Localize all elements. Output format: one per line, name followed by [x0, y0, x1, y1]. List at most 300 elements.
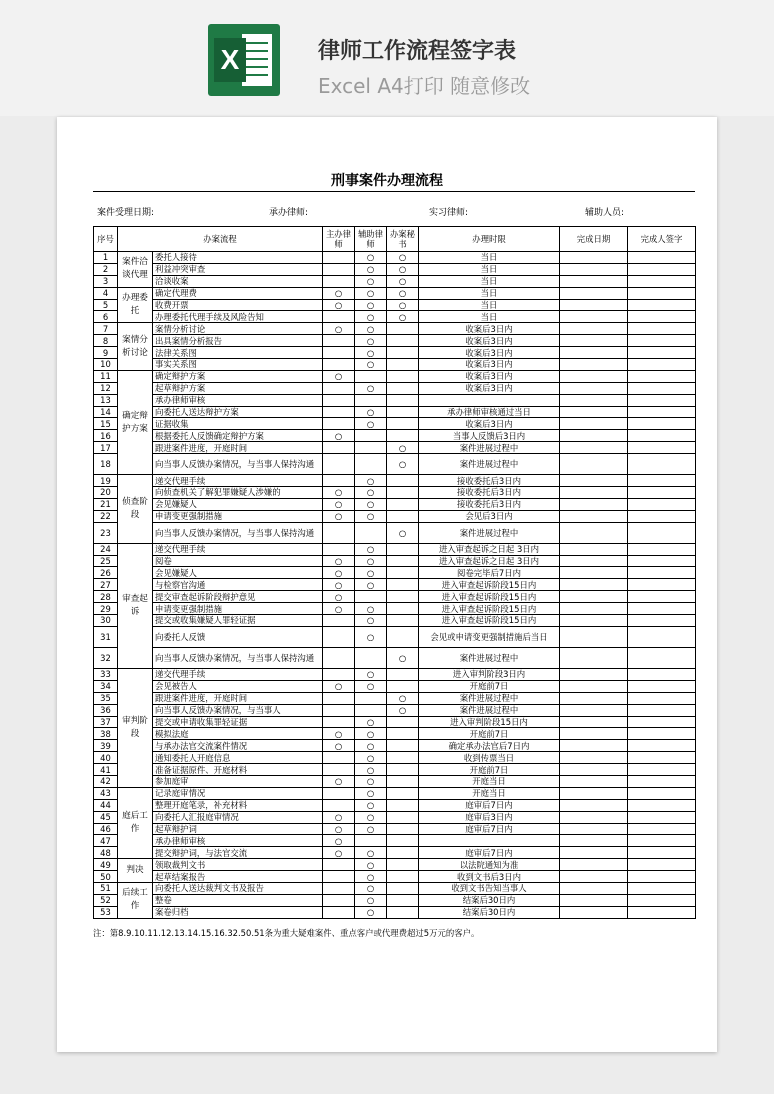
done-date-cell[interactable]: [560, 475, 628, 487]
signature-cell[interactable]: [628, 579, 696, 591]
row-number: 39: [94, 740, 118, 752]
row-number: 22: [94, 510, 118, 522]
time-limit-cell: 庭审后7日内: [419, 799, 560, 811]
signature-cell[interactable]: [628, 680, 696, 692]
stage-label: 后续工作: [118, 882, 153, 918]
secretary-mark: [387, 323, 419, 335]
secretary-mark: [387, 370, 419, 382]
done-date-cell[interactable]: [560, 487, 628, 499]
secretary-mark: [387, 906, 419, 918]
row-number: 2: [94, 263, 118, 275]
done-date-cell[interactable]: [560, 823, 628, 835]
row-number: 1: [94, 252, 118, 264]
task-cell: 案情分析讨论: [153, 323, 323, 335]
table-row: [94, 716, 696, 728]
secretary-mark: [387, 591, 419, 603]
done-date-cell[interactable]: [560, 543, 628, 555]
signature-cell[interactable]: [628, 859, 696, 871]
intern-label: 实习律师:: [429, 208, 469, 218]
signature-cell[interactable]: [628, 394, 696, 406]
banner-subtitle: Excel A4打印 随意修改: [318, 74, 531, 98]
time-limit-cell: 开庭前7日: [419, 764, 560, 776]
signature-cell[interactable]: [628, 906, 696, 918]
done-date-cell[interactable]: [560, 510, 628, 522]
table-row: [94, 475, 696, 487]
signature-cell[interactable]: [628, 626, 696, 647]
task-cell: 向侦查机关了解犯罪嫌疑人涉嫌的: [153, 487, 323, 499]
done-date-cell[interactable]: [560, 382, 628, 394]
table-row: [94, 626, 696, 647]
secretary-mark: [387, 740, 419, 752]
done-date-cell[interactable]: [560, 567, 628, 579]
signature-cell[interactable]: [628, 668, 696, 680]
assist-lawyer-mark: ○: [355, 382, 387, 394]
done-date-cell[interactable]: [560, 692, 628, 704]
lead-lawyer-mark: ○: [323, 603, 355, 615]
done-date-cell[interactable]: [560, 787, 628, 799]
time-limit-cell: 确定承办法官后7日内: [419, 740, 560, 752]
task-cell: 向委托人送达辩护方案: [153, 406, 323, 418]
signature-cell[interactable]: [628, 591, 696, 603]
stage-label: 庭后工作: [118, 787, 153, 858]
row-number: 53: [94, 906, 118, 918]
done-date-cell[interactable]: [560, 740, 628, 752]
assist-lawyer-mark: [355, 692, 387, 704]
done-date-cell[interactable]: [560, 811, 628, 823]
signature-cell[interactable]: [628, 692, 696, 704]
task-cell: 向当事人反馈办案情况，与当事人保持沟通: [153, 647, 323, 668]
signature-cell[interactable]: [628, 275, 696, 287]
assist-lawyer-mark: ○: [355, 275, 387, 287]
secretary-mark: [387, 882, 419, 894]
lead-lawyer-mark: [323, 752, 355, 764]
signature-cell[interactable]: [628, 382, 696, 394]
lead-lawyer-mark: [323, 442, 355, 454]
lead-lawyer-mark: [323, 882, 355, 894]
signature-cell[interactable]: [628, 871, 696, 883]
title-rule: [93, 191, 695, 192]
signature-cell[interactable]: [628, 787, 696, 799]
done-date-cell[interactable]: [560, 764, 628, 776]
row-number: 38: [94, 728, 118, 740]
done-date-cell[interactable]: [560, 498, 628, 510]
row-number: 35: [94, 692, 118, 704]
signature-cell[interactable]: [628, 882, 696, 894]
table-row: [94, 543, 696, 555]
done-date-cell[interactable]: [560, 263, 628, 275]
secretary-mark: [387, 894, 419, 906]
assist-lawyer-mark: ○: [355, 752, 387, 764]
table-row: [94, 811, 696, 823]
signature-cell[interactable]: [628, 894, 696, 906]
row-number: 47: [94, 835, 118, 847]
signature-cell[interactable]: [628, 475, 696, 487]
done-date-cell[interactable]: [560, 394, 628, 406]
table-row: [94, 579, 696, 591]
signature-cell[interactable]: [628, 615, 696, 627]
task-cell: 会见嫌疑人: [153, 567, 323, 579]
signature-cell[interactable]: [628, 430, 696, 442]
lead-lawyer-mark: [323, 716, 355, 728]
assistant-label: 辅助人员:: [585, 208, 625, 218]
row-number: 33: [94, 668, 118, 680]
stage-label: 侦查阶段: [118, 475, 153, 544]
done-date-cell[interactable]: [560, 418, 628, 430]
done-date-cell[interactable]: [560, 847, 628, 859]
time-limit-cell: 接收委托后3日内: [419, 498, 560, 510]
row-number: 14: [94, 406, 118, 418]
time-limit-cell: 进入审判阶段15日内: [419, 716, 560, 728]
assist-lawyer-mark: ○: [355, 787, 387, 799]
row-number: 10: [94, 359, 118, 371]
table-row: [94, 382, 696, 394]
signature-cell[interactable]: [628, 487, 696, 499]
signature-cell[interactable]: [628, 764, 696, 776]
task-cell: 向委托人汇报庭审情况: [153, 811, 323, 823]
task-cell: 出具案情分析报告: [153, 335, 323, 347]
signature-cell[interactable]: [628, 823, 696, 835]
done-date-cell[interactable]: [560, 603, 628, 615]
signature-cell[interactable]: [628, 287, 696, 299]
time-limit-cell: 当日: [419, 275, 560, 287]
task-cell: 洽谈收案: [153, 275, 323, 287]
table-row: [94, 335, 696, 347]
time-limit-cell: 接收委托后3日内: [419, 487, 560, 499]
row-number: 3: [94, 275, 118, 287]
stage-label: 审查起诉: [118, 543, 153, 668]
signature-cell[interactable]: [628, 522, 696, 543]
task-cell: 跟进案件进度，开庭时间: [153, 442, 323, 454]
table-row: [94, 775, 696, 787]
secretary-mark: ○: [387, 704, 419, 716]
col-assist-lawyer: 辅助律师: [355, 227, 387, 252]
assist-lawyer-mark: ○: [355, 740, 387, 752]
secretary-mark: [387, 787, 419, 799]
time-limit-cell: 开庭当日: [419, 775, 560, 787]
task-cell: 申请变更强制措施: [153, 510, 323, 522]
secretary-mark: ○: [387, 299, 419, 311]
lead-lawyer-mark: ○: [323, 510, 355, 522]
done-date-cell[interactable]: [560, 775, 628, 787]
table-row: [94, 740, 696, 752]
time-limit-cell: 案件进展过程中: [419, 454, 560, 475]
secretary-mark: [387, 567, 419, 579]
task-cell: 确定辩护方案: [153, 370, 323, 382]
time-limit-cell: 会见后3日内: [419, 510, 560, 522]
done-date-cell[interactable]: [560, 287, 628, 299]
secretary-mark: [387, 859, 419, 871]
lead-lawyer-mark: [323, 418, 355, 430]
done-date-cell[interactable]: [560, 615, 628, 627]
time-limit-cell: 进入审查起诉阶段15日内: [419, 615, 560, 627]
stage-label: 判决: [118, 859, 153, 883]
done-date-cell[interactable]: [560, 252, 628, 264]
assist-lawyer-mark: ○: [355, 603, 387, 615]
row-number: 9: [94, 347, 118, 359]
secretary-mark: [387, 579, 419, 591]
lead-lawyer-mark: [323, 894, 355, 906]
lead-lawyer-mark: ○: [323, 811, 355, 823]
signature-cell[interactable]: [628, 847, 696, 859]
secretary-mark: ○: [387, 263, 419, 275]
task-cell: 起草结案报告: [153, 871, 323, 883]
time-limit-cell: 庭审后7日内: [419, 823, 560, 835]
time-limit-cell: 收案后3日内: [419, 382, 560, 394]
task-cell: 办理委托代理手续及风险告知: [153, 311, 323, 323]
signature-cell[interactable]: [628, 647, 696, 668]
assist-lawyer-mark: ○: [355, 543, 387, 555]
table-row: [94, 823, 696, 835]
done-date-cell[interactable]: [560, 668, 628, 680]
time-limit-cell: 当事人反馈后3日内: [419, 430, 560, 442]
task-cell: 会见嫌疑人: [153, 498, 323, 510]
row-number: 48: [94, 847, 118, 859]
table-row: [94, 347, 696, 359]
signature-cell[interactable]: [628, 454, 696, 475]
time-limit-cell: 进入审查起诉阶段15日内: [419, 603, 560, 615]
lead-lawyer-mark: ○: [323, 740, 355, 752]
lead-lawyer-mark: [323, 522, 355, 543]
signature-cell[interactable]: [628, 252, 696, 264]
assist-lawyer-mark: ○: [355, 882, 387, 894]
signature-cell[interactable]: [628, 567, 696, 579]
row-number: 31: [94, 626, 118, 647]
task-cell: 委托人接待: [153, 252, 323, 264]
done-date-cell[interactable]: [560, 406, 628, 418]
signature-cell[interactable]: [628, 728, 696, 740]
signature-cell[interactable]: [628, 263, 696, 275]
assist-lawyer-mark: ○: [355, 311, 387, 323]
signature-cell[interactable]: [628, 510, 696, 522]
signature-cell[interactable]: [628, 704, 696, 716]
time-limit-cell: 进入审判阶段3日内: [419, 668, 560, 680]
banner-header: [0, 0, 774, 116]
lead-lawyer-mark: [323, 859, 355, 871]
secretary-mark: ○: [387, 454, 419, 475]
row-number: 51: [94, 882, 118, 894]
secretary-mark: [387, 799, 419, 811]
lead-lawyer-mark: ○: [323, 370, 355, 382]
table-body: [94, 252, 696, 919]
signature-cell[interactable]: [628, 835, 696, 847]
assist-lawyer-mark: ○: [355, 406, 387, 418]
sheet-graphic: [242, 34, 272, 86]
assist-lawyer-mark: ○: [355, 418, 387, 430]
table-row: [94, 835, 696, 847]
lead-lawyer-mark: ○: [323, 847, 355, 859]
signature-cell[interactable]: [628, 543, 696, 555]
table-row: [94, 442, 696, 454]
task-cell: 整卷: [153, 894, 323, 906]
secretary-mark: [387, 406, 419, 418]
secretary-mark: ○: [387, 522, 419, 543]
assist-lawyer-mark: ○: [355, 347, 387, 359]
done-date-cell[interactable]: [560, 430, 628, 442]
signature-cell[interactable]: [628, 716, 696, 728]
lead-lawyer-mark: [323, 668, 355, 680]
signature-cell[interactable]: [628, 359, 696, 371]
done-date-cell[interactable]: [560, 882, 628, 894]
done-date-cell[interactable]: [560, 522, 628, 543]
done-date-cell[interactable]: [560, 835, 628, 847]
task-cell: 申请变更强制措施: [153, 603, 323, 615]
done-date-cell[interactable]: [560, 704, 628, 716]
document-title: 刑事案件办理流程: [331, 173, 443, 189]
done-date-cell[interactable]: [560, 752, 628, 764]
signature-cell[interactable]: [628, 442, 696, 454]
done-date-cell[interactable]: [560, 555, 628, 567]
time-limit-cell: 进入审查起诉之日起 3日内: [419, 543, 560, 555]
assist-lawyer-mark: [355, 454, 387, 475]
table-row: [94, 370, 696, 382]
secretary-mark: [387, 680, 419, 692]
task-cell: 案卷归档: [153, 906, 323, 918]
row-number: 50: [94, 871, 118, 883]
table-row: [94, 668, 696, 680]
signature-cell[interactable]: [628, 799, 696, 811]
signature-cell[interactable]: [628, 603, 696, 615]
signature-cell[interactable]: [628, 775, 696, 787]
lead-lawyer-mark: [323, 311, 355, 323]
done-date-cell[interactable]: [560, 680, 628, 692]
task-cell: 向当事人反馈办案情况，与当事人保持沟通: [153, 522, 323, 543]
assist-lawyer-mark: ○: [355, 579, 387, 591]
lead-lawyer-mark: [323, 704, 355, 716]
col-done-date: 完成日期: [560, 227, 628, 252]
stage-label: 审判阶段: [118, 668, 153, 787]
time-limit-cell: 当日: [419, 311, 560, 323]
row-number: 36: [94, 704, 118, 716]
task-cell: 领取裁判文书: [153, 859, 323, 871]
document-page: [57, 117, 717, 1052]
assist-lawyer-mark: ○: [355, 859, 387, 871]
assist-lawyer-mark: ○: [355, 626, 387, 647]
signature-cell[interactable]: [628, 406, 696, 418]
done-date-cell[interactable]: [560, 716, 628, 728]
done-date-cell[interactable]: [560, 299, 628, 311]
secretary-mark: [387, 823, 419, 835]
table-row: [94, 418, 696, 430]
lead-lawyer-mark: [323, 626, 355, 647]
assist-lawyer-mark: ○: [355, 335, 387, 347]
signature-cell[interactable]: [628, 335, 696, 347]
time-limit-cell: 收案后3日内: [419, 418, 560, 430]
task-cell: 向委托人送达裁判文书及报告: [153, 882, 323, 894]
row-number: 15: [94, 418, 118, 430]
time-limit-cell: 收案后3日内: [419, 359, 560, 371]
row-number: 4: [94, 287, 118, 299]
assist-lawyer-mark: ○: [355, 263, 387, 275]
stage-label: 案件洽谈代理: [118, 252, 153, 288]
table-row: [94, 299, 696, 311]
row-number: 20: [94, 487, 118, 499]
table-row: [94, 704, 696, 716]
secretary-mark: ○: [387, 311, 419, 323]
secretary-mark: ○: [387, 252, 419, 264]
row-number: 24: [94, 543, 118, 555]
done-date-cell[interactable]: [560, 335, 628, 347]
time-limit-cell: 开庭当日: [419, 787, 560, 799]
assist-lawyer-mark: [355, 430, 387, 442]
done-date-cell[interactable]: [560, 323, 628, 335]
signature-cell[interactable]: [628, 299, 696, 311]
time-limit-cell: [419, 835, 560, 847]
task-cell: 事实关系图: [153, 359, 323, 371]
time-limit-cell: 收案后3日内: [419, 323, 560, 335]
task-cell: 递交代理手续: [153, 668, 323, 680]
done-date-cell[interactable]: [560, 370, 628, 382]
task-cell: 通知委托人开庭信息: [153, 752, 323, 764]
signature-cell[interactable]: [628, 311, 696, 323]
signature-cell[interactable]: [628, 323, 696, 335]
table-row: [94, 906, 696, 918]
signature-cell[interactable]: [628, 555, 696, 567]
signature-cell[interactable]: [628, 752, 696, 764]
done-date-cell[interactable]: [560, 894, 628, 906]
task-cell: 阅卷: [153, 555, 323, 567]
time-limit-cell: 案件进展过程中: [419, 704, 560, 716]
time-limit-cell: 阅卷完毕后7日内: [419, 567, 560, 579]
table-row: [94, 799, 696, 811]
done-date-cell[interactable]: [560, 906, 628, 918]
done-date-cell[interactable]: [560, 579, 628, 591]
done-date-cell[interactable]: [560, 454, 628, 475]
done-date-cell[interactable]: [560, 311, 628, 323]
done-date-cell[interactable]: [560, 275, 628, 287]
signature-cell[interactable]: [628, 370, 696, 382]
done-date-cell[interactable]: [560, 626, 628, 647]
table-row: [94, 882, 696, 894]
workflow-table: [93, 226, 696, 919]
signature-cell[interactable]: [628, 740, 696, 752]
row-number: 28: [94, 591, 118, 603]
signature-cell[interactable]: [628, 811, 696, 823]
done-date-cell[interactable]: [560, 442, 628, 454]
lead-lawyer-mark: [323, 692, 355, 704]
done-date-cell[interactable]: [560, 347, 628, 359]
assist-lawyer-mark: ○: [355, 728, 387, 740]
assist-lawyer-mark: ○: [355, 487, 387, 499]
col-secretary: 办案秘书: [387, 227, 419, 252]
lead-lawyer-mark: [323, 382, 355, 394]
secretary-mark: [387, 487, 419, 499]
done-date-cell[interactable]: [560, 359, 628, 371]
assist-lawyer-mark: ○: [355, 847, 387, 859]
row-number: 11: [94, 370, 118, 382]
time-limit-cell: [419, 394, 560, 406]
done-date-cell[interactable]: [560, 859, 628, 871]
row-number: 7: [94, 323, 118, 335]
signature-cell[interactable]: [628, 498, 696, 510]
secretary-mark: [387, 752, 419, 764]
done-date-cell[interactable]: [560, 591, 628, 603]
assist-lawyer-mark: ○: [355, 252, 387, 264]
assist-lawyer-mark: [355, 591, 387, 603]
row-number: 5: [94, 299, 118, 311]
table-row: [94, 394, 696, 406]
done-date-cell[interactable]: [560, 871, 628, 883]
done-date-cell[interactable]: [560, 799, 628, 811]
done-date-cell[interactable]: [560, 647, 628, 668]
table-row: [94, 263, 696, 275]
signature-cell[interactable]: [628, 347, 696, 359]
task-cell: 提交或申请收集罪轻证据: [153, 716, 323, 728]
assist-lawyer-mark: ○: [355, 799, 387, 811]
lead-lawyer-mark: [323, 275, 355, 287]
table-row: [94, 311, 696, 323]
done-date-cell[interactable]: [560, 728, 628, 740]
signature-cell[interactable]: [628, 418, 696, 430]
